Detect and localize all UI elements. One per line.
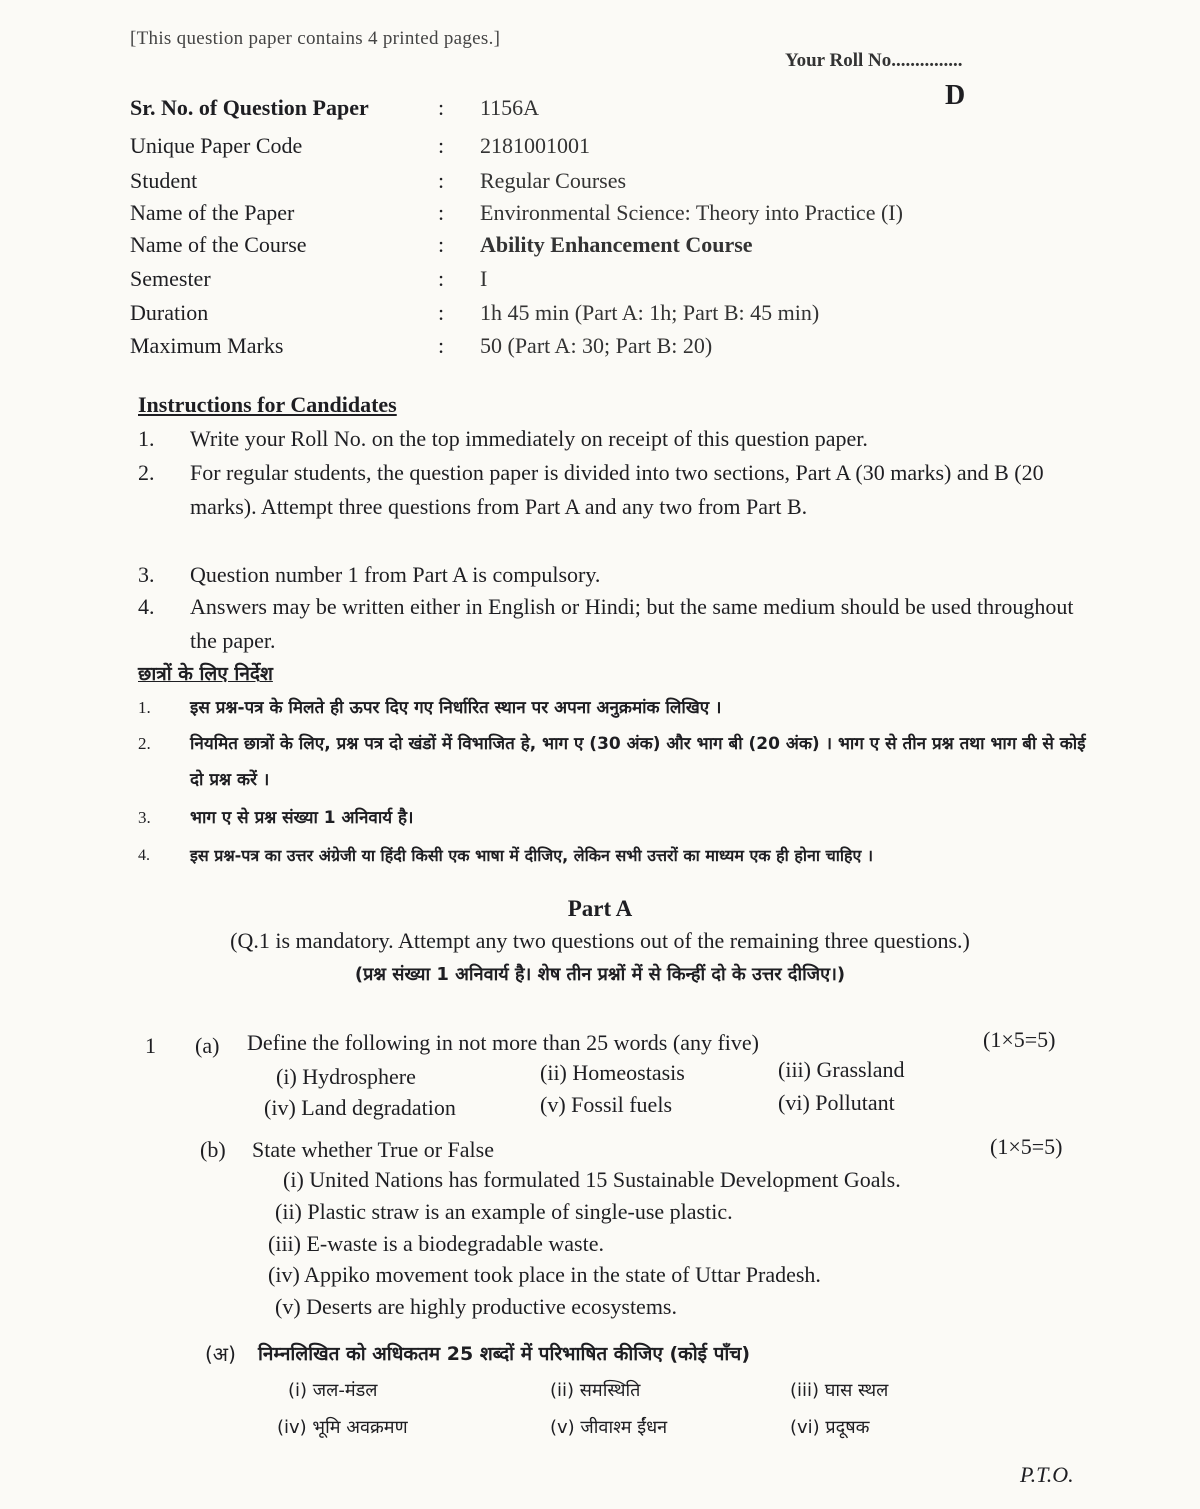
instruction-text: Write your Roll No. on the top immediately on receipt of this question paper. xyxy=(190,426,868,451)
instruction-text: इस प्रश्न-पत्र के मिलते ही ऊपर दिए गए निर्धारित स्थान पर अपना अनुक्रमांक लिखिए । xyxy=(190,698,722,718)
meta-row-max-marks xyxy=(130,333,1090,363)
instruction-text: Answers may be written either in English or Hindi; but the same medium should be used throughout the paper. xyxy=(190,594,1074,653)
hindi-instruction-item xyxy=(138,800,1088,836)
instruction-text: For regular students, the question paper is divided into two sections, Part A (30 marks) and B (20 marks). Attempt three questions from Part A and any two from Part B. xyxy=(190,460,1044,519)
subquestion-label-hindi: (अ) xyxy=(205,1342,236,1366)
meta-row-course-name xyxy=(130,232,1090,262)
meta-row-paper-name xyxy=(130,200,1090,230)
pto-marker: P.T.O. xyxy=(1020,1462,1074,1487)
meta-colon: : xyxy=(438,168,445,193)
question-1a-text: Define the following in not more than 25 words (any five) xyxy=(247,1030,759,1055)
meta-label: Sr. No. of Question Paper xyxy=(130,95,369,120)
option-item: (ii) Homeostasis xyxy=(540,1060,685,1085)
instruction-number: 2. xyxy=(138,460,155,485)
instruction-text: नियमित छात्रों के लिए, प्रश्न पत्र दो खंडों में विभाजित हे, भाग ए (30 अंक) और भाग बी (20 अंक) । भाग ए से तीन प्रश्न तथा भाग बी से कोई दो प्रश्न करें । xyxy=(190,734,1086,790)
instruction-text: Question number 1 from Part A is compulsory. xyxy=(190,562,601,587)
part-a-title: Part A xyxy=(567,896,633,921)
question-number: 1 xyxy=(145,1033,156,1058)
meta-colon: : xyxy=(438,232,445,257)
option-item: (vi) Pollutant xyxy=(778,1090,895,1115)
instruction-text: भाग ए से प्रश्न संख्या 1 अनिवार्य है। xyxy=(190,808,414,828)
option-item-hindi: (ii) समस्थिति xyxy=(550,1380,641,1401)
option-item-hindi: (iii) घास स्थल xyxy=(790,1380,889,1401)
option-item-hindi: (v) जीवाश्म ईंधन xyxy=(550,1417,668,1438)
instruction-number: 2. xyxy=(138,734,151,753)
meta-colon: : xyxy=(438,300,445,325)
hindi-instruction-item xyxy=(138,690,1088,726)
hindi-instruction-item xyxy=(138,838,1088,874)
instruction-number: 4. xyxy=(138,847,150,864)
option-item-hindi: (iv) भूमि अवक्रमण xyxy=(277,1417,408,1438)
meta-row-sr-no xyxy=(130,95,1090,125)
subquestion-label: (b) xyxy=(200,1137,226,1162)
meta-row-paper-code xyxy=(130,133,1090,163)
meta-row-duration xyxy=(130,300,1090,330)
option-item-hindi: (i) जल-मंडल xyxy=(288,1380,378,1401)
meta-value: 1156A xyxy=(480,95,540,120)
true-false-item: (ii) Plastic straw is an example of single-use plastic. xyxy=(275,1199,733,1224)
set-letter: D xyxy=(945,80,966,111)
meta-row-student xyxy=(130,168,1090,198)
meta-colon: : xyxy=(438,266,445,291)
hindi-instructions-heading: छात्रों के लिए निर्देश xyxy=(138,663,273,685)
instruction-number: 3. xyxy=(138,808,151,827)
question-1b-text: State whether True or False xyxy=(252,1137,494,1162)
meta-label: Student xyxy=(130,168,198,193)
option-item: (iii) Grassland xyxy=(778,1057,905,1082)
meta-colon: : xyxy=(438,333,445,358)
meta-label: Duration xyxy=(130,300,209,325)
true-false-item: (v) Deserts are highly productive ecosystems. xyxy=(275,1294,677,1319)
meta-row-semester xyxy=(130,266,1090,296)
part-a-note-hindi: (प्रश्न संख्या 1 अनिवार्य है। शेष तीन प्रश्नों में से किन्हीं दो के उत्तर दीजिए।) xyxy=(354,964,846,985)
meta-value: Regular Courses xyxy=(480,168,627,193)
meta-value: 50 (Part A: 30; Part B: 20) xyxy=(480,333,713,358)
option-item: (v) Fossil fuels xyxy=(540,1092,672,1117)
meta-value: I xyxy=(480,266,488,291)
meta-label: Semester xyxy=(130,266,211,291)
instruction-item xyxy=(138,422,1078,456)
meta-colon: : xyxy=(438,95,445,120)
meta-colon: : xyxy=(438,200,445,225)
instruction-number: 3. xyxy=(138,562,155,587)
instruction-number: 4. xyxy=(138,594,155,619)
option-item: (i) Hydrosphere xyxy=(276,1064,416,1089)
meta-label: Name of the Paper xyxy=(130,200,295,225)
meta-label: Name of the Course xyxy=(130,232,307,257)
page-count-note: [This question paper contains 4 printed pages.] xyxy=(130,28,501,49)
instructions-heading: Instructions for Candidates xyxy=(138,392,397,417)
question-1a-marks: (1×5=5) xyxy=(983,1027,1056,1052)
hindi-instruction-item xyxy=(138,726,1088,798)
subquestion-label: (a) xyxy=(195,1033,220,1058)
instruction-item xyxy=(138,456,1078,524)
meta-label: Unique Paper Code xyxy=(130,133,303,158)
meta-value: 2181001001 xyxy=(480,133,590,158)
instruction-number: 1. xyxy=(138,426,155,451)
meta-value: 1h 45 min (Part A: 1h; Part B: 45 min) xyxy=(480,300,820,325)
question-1b-marks: (1×5=5) xyxy=(990,1134,1063,1159)
roll-number-label: Your Roll No............... xyxy=(785,50,963,71)
option-item-hindi: (vi) प्रदूषक xyxy=(790,1417,870,1438)
option-item: (iv) Land degradation xyxy=(264,1095,456,1120)
true-false-item: (iv) Appiko movement took place in the state of Uttar Pradesh. xyxy=(268,1262,821,1287)
instruction-number: 1. xyxy=(138,698,151,717)
meta-label: Maximum Marks xyxy=(130,333,284,358)
question-1a-hindi-text: निम्नलिखित को अधिकतम 25 शब्दों में परिभाषित कीजिए (कोई पाँच) xyxy=(258,1343,751,1365)
instruction-item xyxy=(138,590,1078,658)
meta-value: Environmental Science: Theory into Practice (I) xyxy=(480,200,903,225)
meta-colon: : xyxy=(438,133,445,158)
instruction-item xyxy=(138,558,1078,592)
instruction-text: इस प्रश्न-पत्र का उत्तर अंग्रेजी या हिंदी किसी एक भाषा में दीजिए, लेकिन सभी उत्तरों का माध्यम एक ही होना चाहिए । xyxy=(190,846,874,865)
true-false-item: (iii) E-waste is a biodegradable waste. xyxy=(268,1231,604,1256)
true-false-item: (i) United Nations has formulated 15 Sustainable Development Goals. xyxy=(283,1167,901,1192)
part-a-note: (Q.1 is mandatory. Attempt any two questions out of the remaining three questions.) xyxy=(230,928,970,953)
meta-value: Ability Enhancement Course xyxy=(480,232,753,257)
